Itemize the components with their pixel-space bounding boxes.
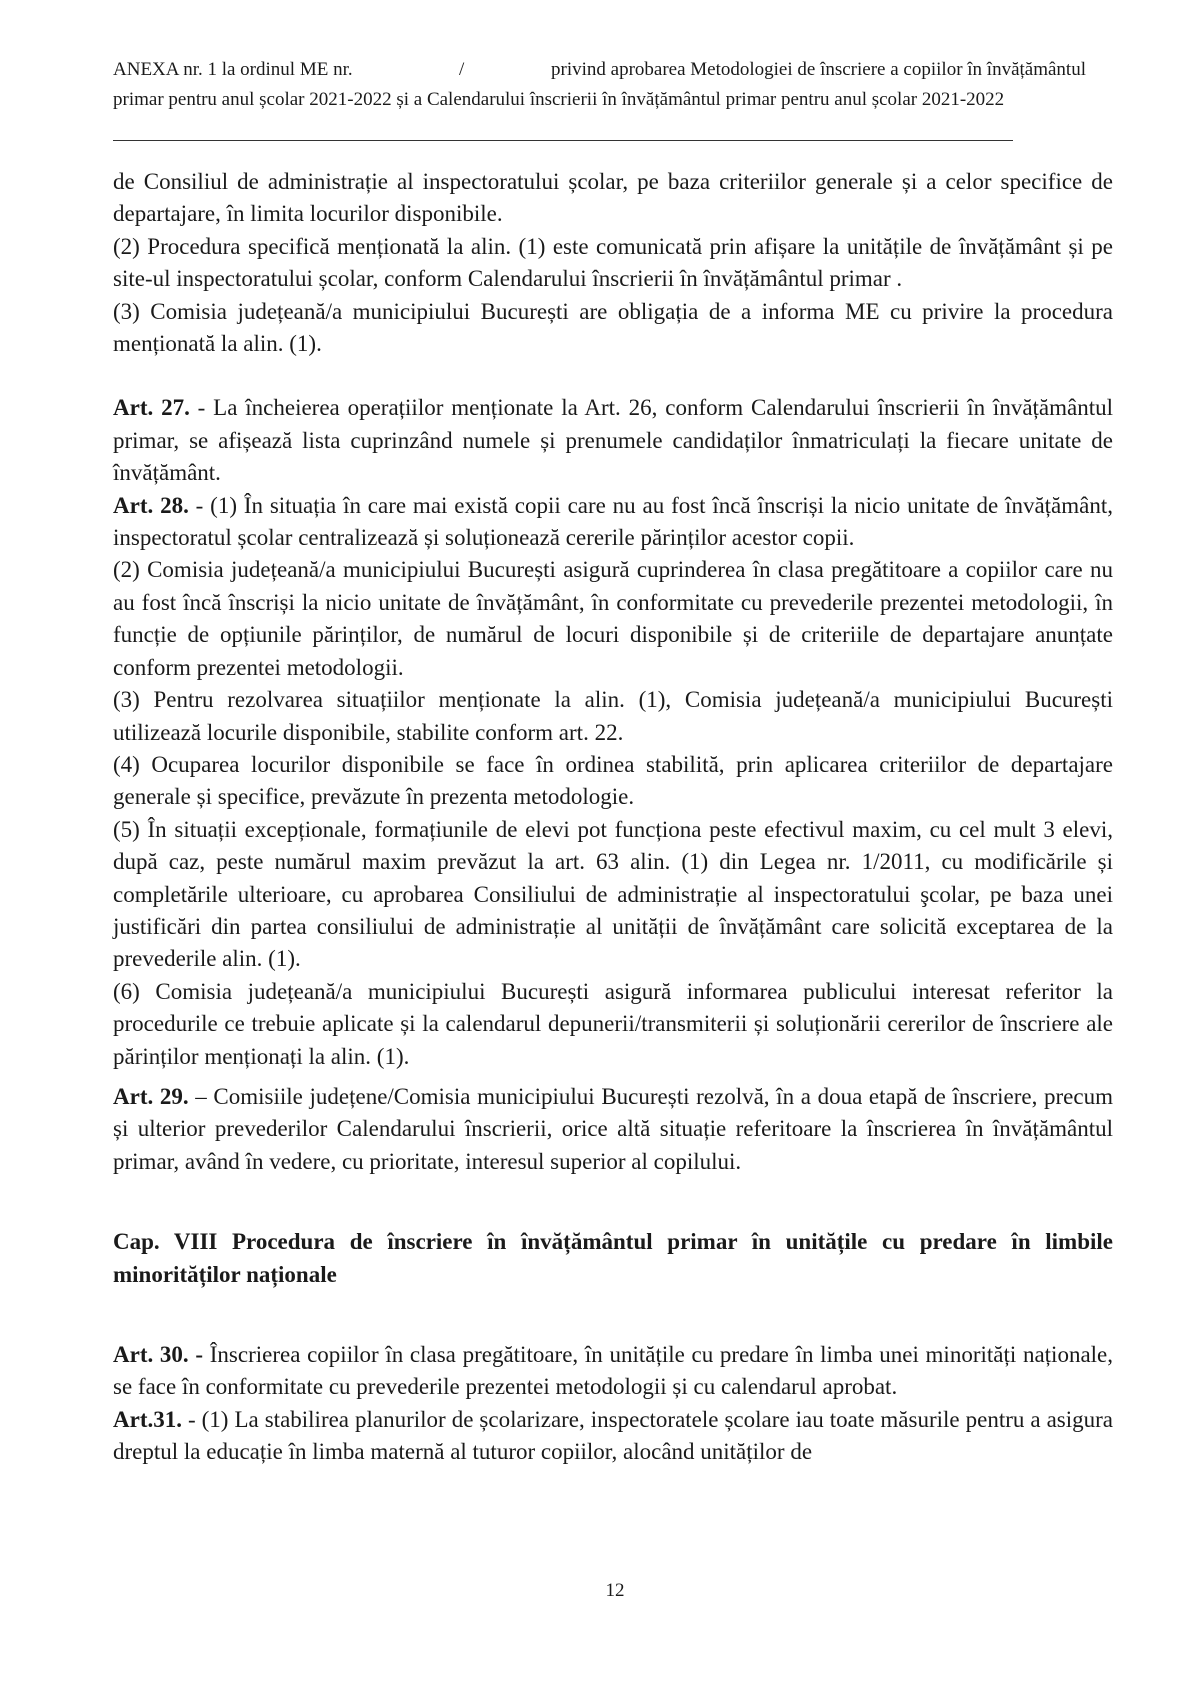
article-27 bbox=[113, 392, 1113, 489]
header-divider bbox=[113, 140, 1013, 141]
article-31 bbox=[113, 1404, 1113, 1469]
spacer bbox=[113, 1178, 1113, 1226]
paragraph: (3) Pentru rezolvarea situațiilor menționate la alin. (1), Comisia județeană/a municipiului București utilizează locurile disponibile, stabilite conform art. 22. bbox=[113, 687, 1113, 745]
paragraph: (6) Comisia județeană/a municipiului București asigură informarea publicului interesat referitor la procedurile ce trebuie aplicate și la calendarul depunerii/transmiterii și soluționării cererilor de înscriere ale părinților menționați la alin. (1). bbox=[113, 978, 1113, 1069]
article-30 bbox=[113, 1339, 1113, 1404]
article-text: – Comisiile județene/Comisia municipiului București rezolvă, în a doua etapă de înscriere, precum și ulterior prevederilor Calendarului înscrierii, orice altă situație referitoare la înscrierea în învățământul primar, având în vedere, cu prioritate, interesul superior al copilului. bbox=[113, 1083, 1113, 1174]
paragraph: (2) Comisia județeană/a municipiului București asigură cuprinderea în clasa pregătitoare a copiilor care nu au fost încă înscriși la nicio unitate de învățământ, în conformitate cu prevederile prezentei metodologii, în funcție de opțiunile părinților, de numărul de locuri disponibile și de criteriile de departajare anunțate conform prezentei metodologii. bbox=[113, 557, 1113, 680]
paragraph: (4) Ocuparea locurilor disponibile se face în ordinea stabilită, prin aplicarea criteriilor de departajare generale și specifice, prevăzute în prezenta metodologie. bbox=[113, 751, 1113, 810]
page-header bbox=[113, 55, 1123, 115]
page-number: 12 bbox=[605, 1580, 625, 1601]
article-label: Art. 29. bbox=[113, 1083, 189, 1109]
article-29 bbox=[113, 1081, 1113, 1178]
chapter-heading: Cap. VIII Procedura de înscriere în învățământul primar în unitățile cu predare în limbile minorităților naționale bbox=[113, 1229, 1113, 1287]
article-text: - La încheierea operațiilor menționate la Art. 26, conform Calendarului înscrierii în învățământul primar, se afișează lista cuprinzând numele și prenumele candidaților înmatriculați la fiecare unitate de învățământ. bbox=[113, 395, 1114, 486]
article-label: Art. 27. bbox=[113, 395, 190, 421]
spacer bbox=[113, 1291, 1113, 1339]
article-label: Art. 30. - bbox=[113, 1342, 204, 1367]
paragraph: (5) În situații excepționale, formațiunile de elevi pot funcționa peste efectivul maxim, cu cel mult 3 elevi, după caz, peste numărul maxim prevăzut la art. 63 alin. (1) din Legea nr. 1/2011, cu modificările și completările ulterioare, cu aprobarea Consiliului de administrație al inspectoratului şcolar, pe baza unei justificări din partea consiliului de administrație al unității de învățământ care solicită exceptarea de la prevederile alin. (1). bbox=[113, 816, 1113, 972]
article-text: - (1) La stabilirea planurilor de școlarizare, inspectoratele școlare iau toate măsurile pentru a asigura dreptul la educație în limba maternă al tuturor copiilor, alocând unităților de bbox=[113, 1406, 1113, 1465]
spacer bbox=[113, 360, 1113, 392]
header-annex-ref: ANEXA nr. 1 la ordinul ME nr. bbox=[113, 59, 353, 80]
header-line-1 bbox=[113, 55, 1123, 85]
article-label: Art.31. bbox=[113, 1406, 182, 1432]
header-slash: / bbox=[459, 59, 465, 80]
header-line-2: primar pentru anul școlar 2021-2022 și a Calendarului înscrierii în învățământul primar pentru anul școlar 2021-2022 bbox=[113, 89, 1005, 110]
paragraph: de Consiliul de administrație al inspectoratului școlar, pe baza criteriilor generale și a celor specifice de departajare, în limita locurilor disponibile. bbox=[113, 169, 1113, 227]
article-label: Art. 28. bbox=[113, 492, 189, 518]
document-body bbox=[113, 166, 1113, 1469]
article-28 bbox=[113, 490, 1113, 555]
spacer bbox=[113, 1073, 1113, 1081]
article-text: Înscrierea copiilor în clasa pregătitoare, în unitățile cu predare în limba unei minorități naționale, se face în conformitate cu prevederile prezentei metodologii și cu calendarul aprobat. bbox=[113, 1342, 1114, 1400]
header-subject: privind aprobarea Metodologiei de înscriere a copiilor în învățământul bbox=[551, 59, 1086, 80]
paragraph: (2) Procedura specifică menționată la alin. (1) este comunicată prin afișare la unitățile de învățământ și pe site-ul inspectoratului școlar, conform Calendarului înscrierii în învățământul primar . bbox=[113, 233, 1113, 292]
paragraph: (3) Comisia județeană/a municipiului București are obligația de a informa ME cu privire la procedura menționată la alin. (1). bbox=[113, 298, 1113, 357]
article-text: - (1) În situația în care mai există copii care nu au fost încă înscriși la nicio unitate de învățământ, inspectoratul școlar centralizează și soluționează cererile părinților acestor copii. bbox=[113, 492, 1113, 551]
